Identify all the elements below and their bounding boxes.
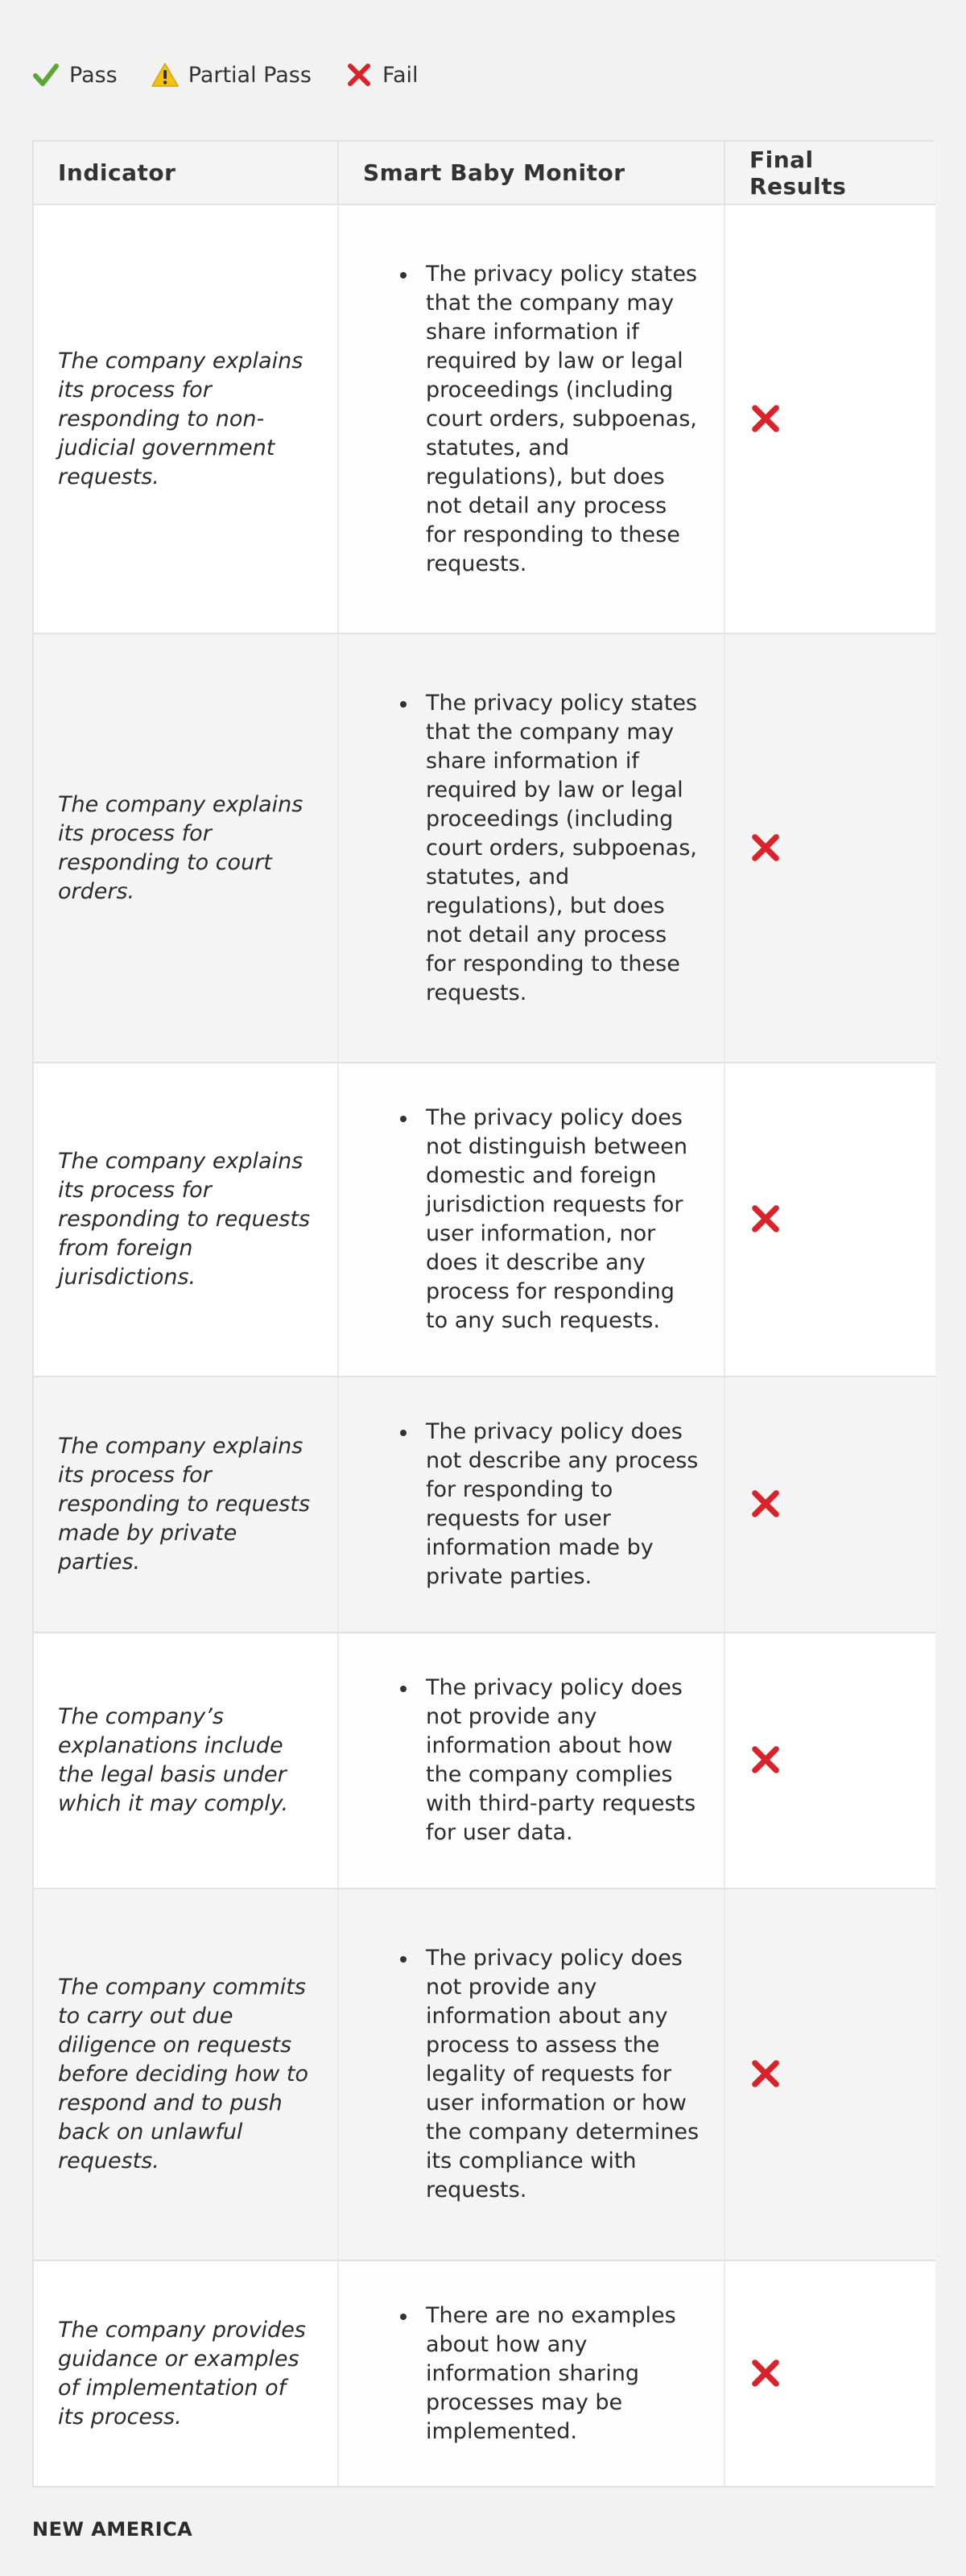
table-row [34,634,935,1063]
indicator-text: The company explains its process for responding to court orders. [58,791,303,904]
indicator-text: The company’s explanations include the legal basis under which it may comply. [58,1704,289,1816]
results-table-container [32,140,934,2487]
notes-list [363,1674,700,1847]
notes-list [363,1418,700,1591]
indicator-text: The company commits to carry out due diligence on requests before deciding how to respond and to push back on unlawful requests. [58,1975,309,2174]
warning-icon [151,61,179,89]
notes-list [363,2301,700,2446]
table-row [34,1063,935,1377]
note-item: The privacy policy does not provide any information about how the company complies with third-party requests for user data. [426,1674,700,1847]
cross-mark-icon [749,2058,782,2090]
notes-list [363,689,700,1008]
check-mark-icon [32,61,60,89]
notes-list [363,1104,700,1335]
indicator-text: The company explains its process for responding to non-judicial government requests. [58,348,303,489]
column-header-indicator: Indicator [34,142,338,204]
cross-mark-icon [749,2357,782,2389]
cross-mark-icon [749,1203,782,1235]
indicator-text: The company explains its process for responding to requests from foreign jurisdictions. [58,1149,311,1290]
legend-label-partial-pass: Partial Pass [188,62,312,88]
legend-label-fail: Fail [382,62,419,88]
results-table [34,142,935,2486]
note-item: The privacy policy states that the company may share information if required by law or legal proceedings (including court orders, subpoenas, statutes, and regulations), but does not detail any process for responding to these requests. [426,260,700,579]
legend-label-pass: Pass [69,62,118,88]
note-item: The privacy policy does not distinguish between domestic and foreign jurisdiction requests for user information, nor does it describe any process for responding to any such requests. [426,1104,700,1335]
legend-item-pass [32,61,118,89]
cross-mark-icon [345,61,373,89]
table-row [34,2260,935,2486]
cross-mark-icon [749,402,782,435]
note-item: The privacy policy states that the company may share information if required by law or legal proceedings (including court orders, subpoenas, statutes, and regulations), but does not detail any process for responding to these requests. [426,689,700,1008]
note-item: There are no examples about how any information sharing processes may be implemented. [426,2301,700,2446]
table-row [34,204,935,634]
table-row [34,1889,935,2260]
indicator-text: The company explains its process for responding to requests made by private parties. [58,1434,311,1575]
indicator-text: The company provides guidance or examples of implementation of its process. [58,2317,306,2429]
cross-mark-icon [749,1744,782,1776]
footer-brand-logo: NEW AMERICA [32,2518,193,2541]
table-row [34,1377,935,1633]
notes-list [363,1944,700,2205]
note-item: The privacy policy does not provide any information about any process to assess the legality of requests for user information or how the company determines its compliance with requests. [426,1944,700,2205]
legend-item-partial-pass [151,61,312,89]
legend-item-fail [345,61,419,89]
column-header-final-results: Final Results [724,142,935,204]
cross-mark-icon [749,832,782,864]
table-row [34,1633,935,1889]
notes-list [363,260,700,579]
note-item: The privacy policy does not describe any process for responding to requests for user information made by private parties. [426,1418,700,1591]
cross-mark-icon [749,1488,782,1520]
column-header-product: Smart Baby Monitor [338,142,724,204]
table-header-row [34,142,935,204]
legend [32,61,452,89]
